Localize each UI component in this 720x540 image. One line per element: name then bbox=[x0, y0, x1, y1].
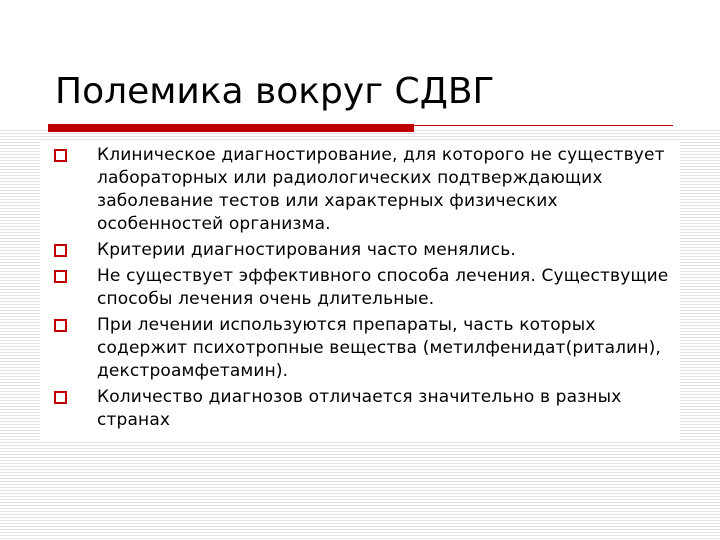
title-underline-thick bbox=[48, 124, 414, 132]
hollow-square-icon bbox=[54, 391, 67, 404]
bullet-item bbox=[52, 386, 672, 432]
bullet-item bbox=[52, 265, 672, 311]
bullet-list bbox=[52, 144, 672, 435]
bullet-text: Клиническое диагностирование, для которого не существует лабораторных или радиологических подтверждающих заболевание тестов или характерных физических особенностей организма. bbox=[97, 145, 665, 234]
bullet-item bbox=[52, 144, 672, 236]
bullet-item bbox=[52, 314, 672, 383]
title-underline-thin bbox=[414, 125, 673, 126]
hollow-square-icon bbox=[54, 149, 67, 162]
bullet-item bbox=[52, 239, 672, 262]
bullet-text: При лечении используются препараты, часть которых содержит психотропные вещества (метилфенидат(риталин), декстроамфетамин). bbox=[97, 315, 661, 381]
slide-title: Полемика вокруг СДВГ bbox=[55, 71, 495, 112]
bullet-text: Не существует эффективного способа лечения. Существущие способы лечения очень длительные. bbox=[97, 266, 669, 309]
hollow-square-icon bbox=[54, 319, 67, 332]
hollow-square-icon bbox=[54, 270, 67, 283]
bullet-text: Критерии диагностирования часто менялись. bbox=[97, 240, 516, 260]
bullet-text: Количество диагнозов отличается значительно в разных странах bbox=[97, 387, 622, 430]
hollow-square-icon bbox=[54, 244, 67, 257]
